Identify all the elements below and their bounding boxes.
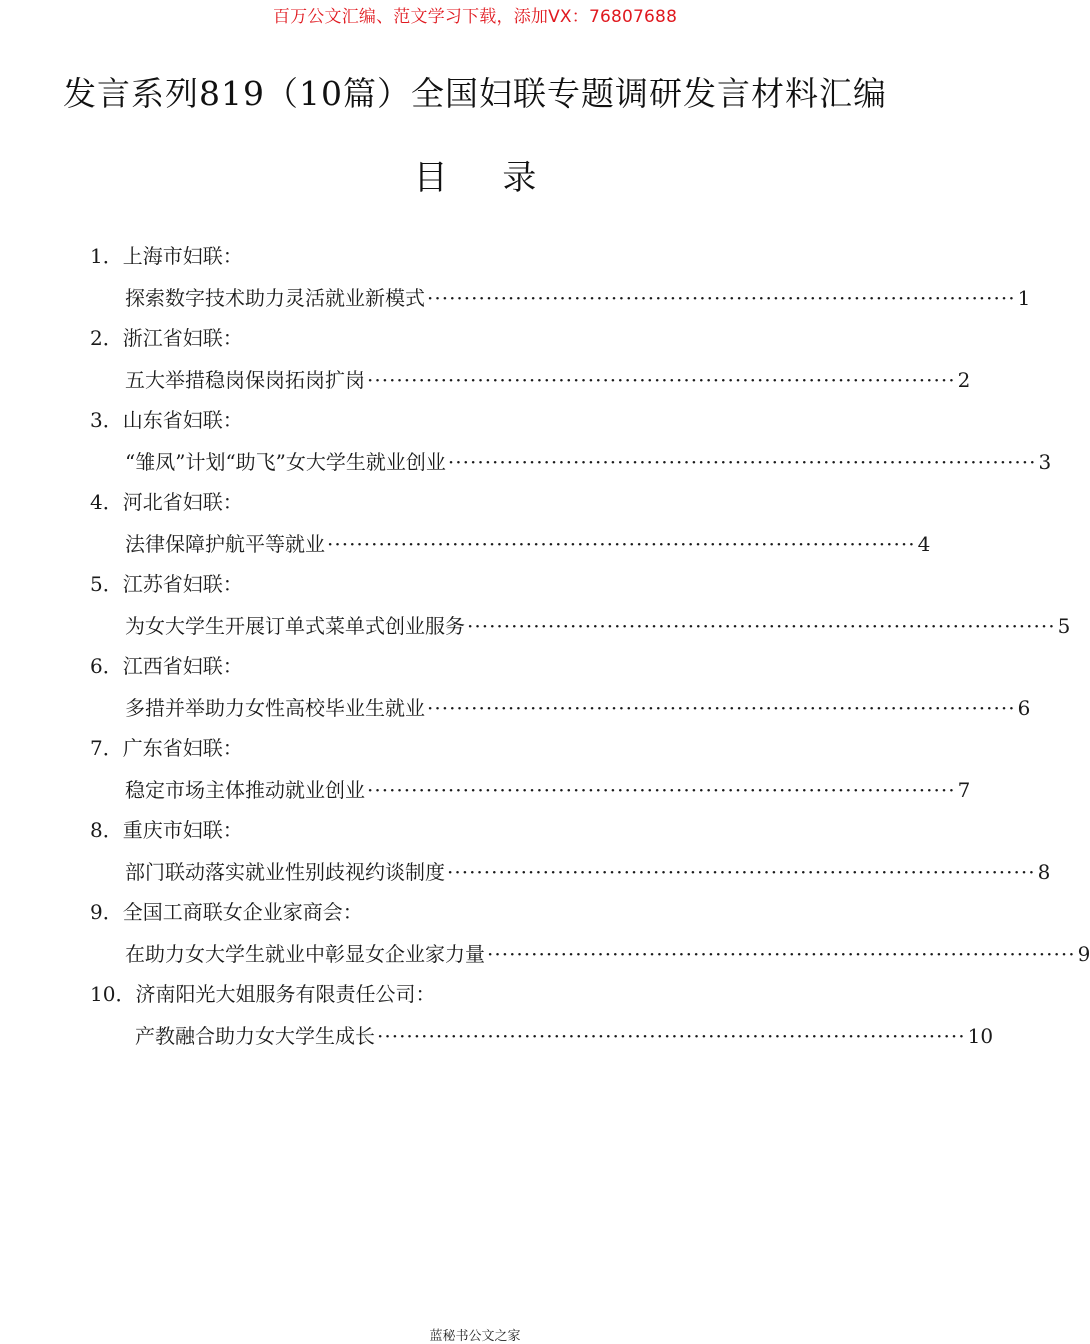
toc-entry-line[interactable] [125,446,1052,478]
toc-page-number: 8 [1037,860,1051,884]
dot-leader: ················································································ [447,450,1037,474]
toc-entry-org: 1．上海市妇联： [90,244,243,268]
dot-leader: ················································································ [427,696,1016,720]
toc-entry-org: 2．浙江省妇联： [90,326,243,350]
dot-leader: ················································································ [327,532,916,556]
toc-entry-title: 在助力女大学生就业中彰显女企业家力量 [125,942,485,966]
dot-leader: ················································································ [367,778,956,802]
toc-entry-title: 稳定市场主体推动就业创业 [125,778,365,802]
toc-heading: 目 录 [413,158,559,198]
dot-leader: ················································································ [447,860,1036,884]
toc-page-number: 9 [1077,942,1090,966]
toc-entry-line[interactable] [125,282,1031,314]
toc-entry-line[interactable] [125,610,1071,642]
toc-page-number: 2 [957,368,971,392]
toc-entry-title: 为女大学生开展订单式菜单式创业服务 [125,614,465,638]
toc-page-number: 7 [957,778,971,802]
toc-entry-line[interactable] [125,364,971,396]
toc-entry-title: 多措并举助力女性高校毕业生就业 [125,696,425,720]
toc-entry-10[interactable] [90,978,994,1142]
dot-leader: ················································································ [427,286,1016,310]
dot-leader: ················································································ [467,614,1056,638]
toc-entry-org: 4．河北省妇联： [90,490,243,514]
page-footer: 蓝秘书公文之家 [429,1329,521,1344]
dot-leader: ················································································ [487,942,1076,966]
toc-entry-org: 5．江苏省妇联： [90,572,243,596]
toc-entry-org: 3．山东省妇联： [90,408,243,432]
toc-entry-line[interactable] [125,692,1031,724]
document-title: 发言系列819（10篇）全国妇联专题调研发言材料汇编 [63,74,887,113]
toc-entry-title: 产教融合助力女大学生成长 [135,1024,375,1048]
toc-page-number: 1 [1017,286,1031,310]
toc-entry-line[interactable] [135,1020,994,1052]
dot-leader: ················································································ [367,368,956,392]
toc-entry-org: 7．广东省妇联： [90,736,243,760]
toc-entry-title: 五大举措稳岗保岗拓岗扩岗 [125,368,365,392]
toc-entry-line[interactable] [125,774,971,806]
watermark-banner: 百万公文汇编、范文学习下载，添加VX：76807688 [272,7,678,27]
toc-entry-title: 部门联动落实就业性别歧视约谈制度 [125,860,445,884]
toc-page-number: 4 [917,532,931,556]
toc-entry-line[interactable] [125,856,1051,888]
toc-page-number: 6 [1017,696,1031,720]
toc-entry-line[interactable] [125,938,1090,970]
toc-page-number: 10 [967,1024,994,1048]
toc-entry-org: 9．全国工商联女企业家商会： [90,900,363,924]
toc-page-number: 5 [1057,614,1071,638]
toc-entry-org: 8．重庆市妇联： [90,818,243,842]
toc-page-number: 3 [1038,450,1052,474]
toc-entry-title: 探索数字技术助力灵活就业新模式 [125,286,425,310]
toc-entry-org: 6．江西省妇联： [90,654,243,678]
toc-entry-org: 10．济南阳光大姐服务有限责任公司： [90,982,436,1006]
toc-entry-title: “雏凤”计划“助飞”女大学生就业创业 [125,450,446,474]
toc-entry-line[interactable] [125,528,931,560]
dot-leader: ················································································ [377,1024,966,1048]
table-of-contents [90,240,1090,1142]
toc-entry-title: 法律保障护航平等就业 [125,532,325,556]
